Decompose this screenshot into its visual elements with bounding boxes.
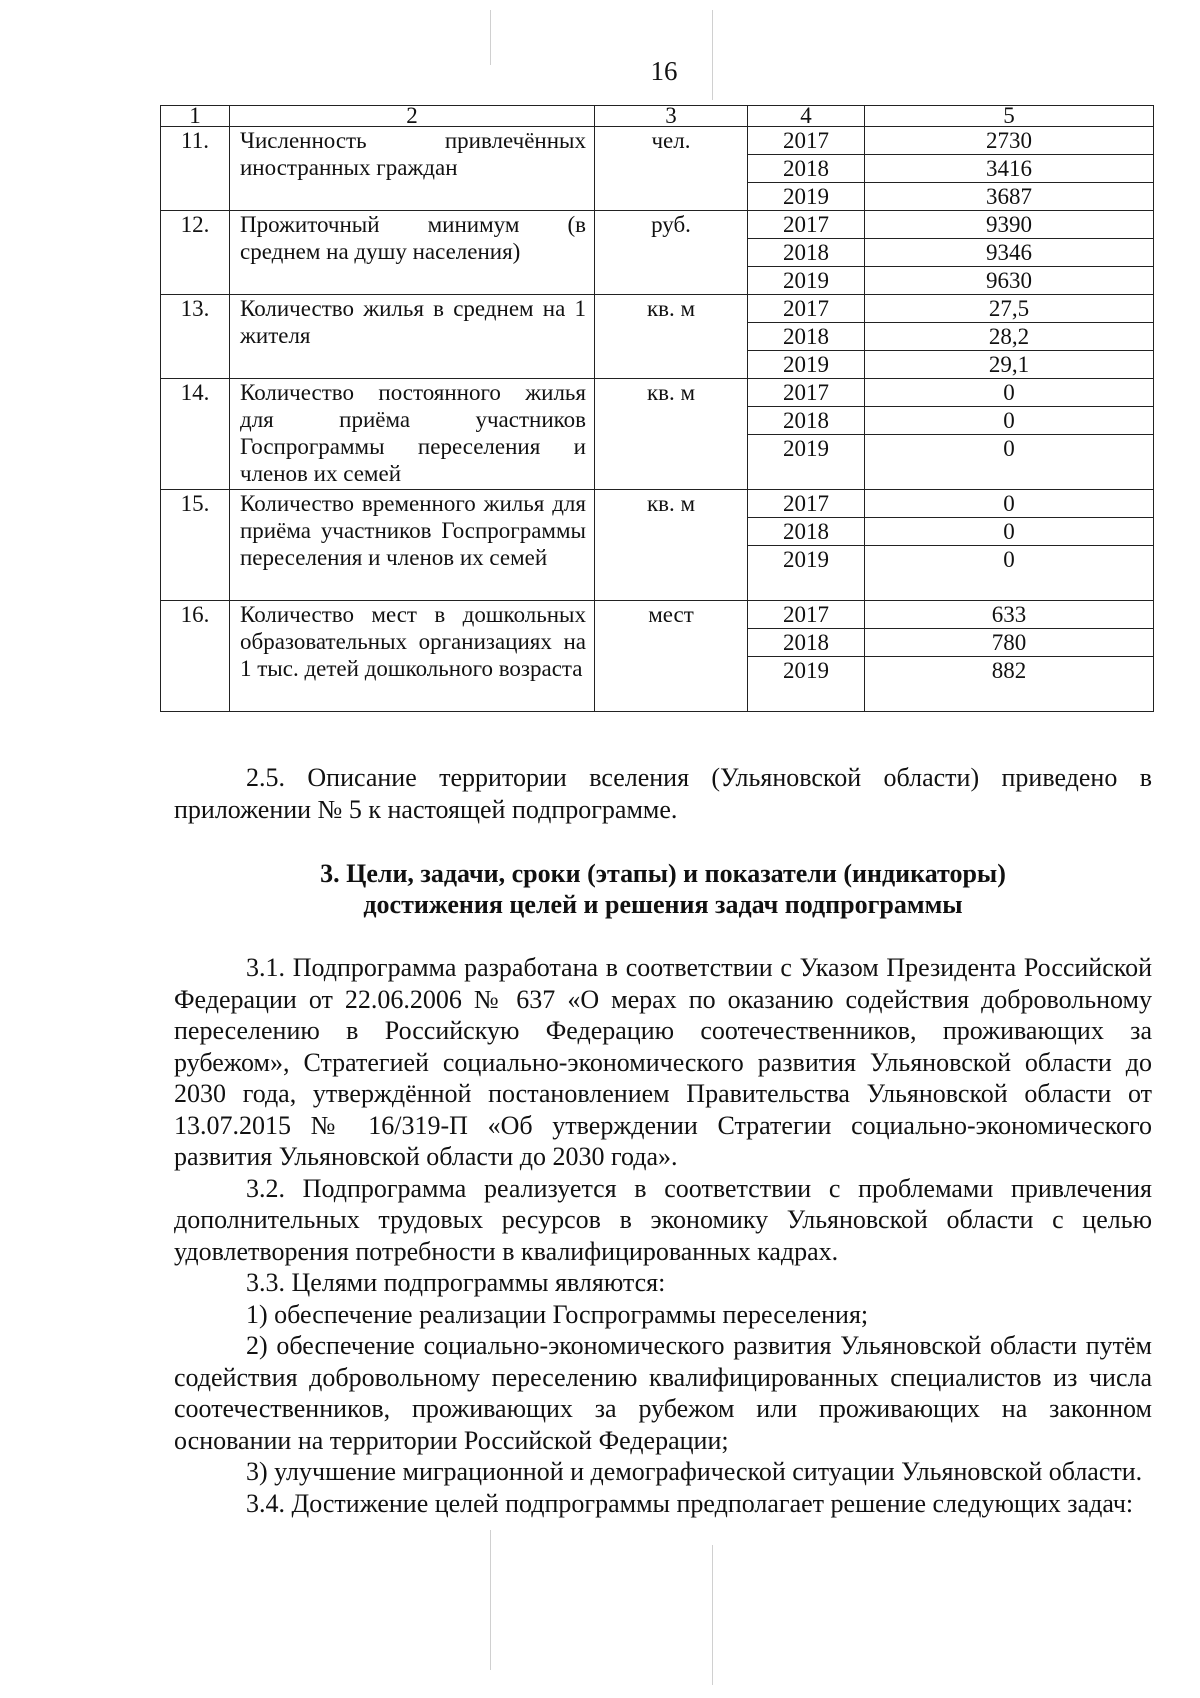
section-heading-line1: 3. Цели, задачи, сроки (этапы) и показатели (индикаторы)	[320, 859, 1006, 888]
year-cell: 2018	[748, 629, 865, 657]
value-cell: 9390	[865, 211, 1154, 239]
value-cell: 633	[865, 601, 1154, 629]
row-number: 12.	[161, 211, 230, 295]
table-row	[161, 490, 1154, 518]
scan-artifact-line	[712, 10, 713, 100]
unit: кв. м	[595, 490, 748, 601]
year-cell: 2019	[748, 657, 865, 712]
value-cell: 9346	[865, 239, 1154, 267]
value-cell: 0	[865, 407, 1154, 435]
indicator-name: Численность привлечённых иностранных граждан	[230, 127, 595, 211]
header-cell: 1	[161, 106, 230, 127]
year-cell: 2018	[748, 407, 865, 435]
table-row	[161, 127, 1154, 155]
year-cell: 2019	[748, 267, 865, 295]
value-cell: 3687	[865, 183, 1154, 211]
year-cell: 2019	[748, 351, 865, 379]
section-3-body	[174, 952, 1152, 1519]
value-cell: 0	[865, 379, 1154, 407]
paragraph-3-3: 3.3. Целями подпрограммы являются:	[246, 1268, 666, 1297]
row-number: 16.	[161, 601, 230, 712]
unit: чел.	[595, 127, 748, 211]
header-cell: 5	[865, 106, 1154, 127]
value-cell: 780	[865, 629, 1154, 657]
table-row	[161, 601, 1154, 629]
indicators-table	[160, 105, 1154, 712]
year-cell: 2017	[748, 601, 865, 629]
year-cell: 2018	[748, 239, 865, 267]
value-cell: 28,2	[865, 323, 1154, 351]
unit: кв. м	[595, 379, 748, 490]
year-cell: 2017	[748, 295, 865, 323]
indicator-name: Количество постоянного жилья для приёма участников Госпрограммы переселения и членов их семей	[230, 379, 595, 490]
row-number: 11.	[161, 127, 230, 211]
indicator-name: Прожиточный минимум (в среднем на душу населения)	[230, 211, 595, 295]
year-cell: 2019	[748, 435, 865, 490]
goal-item-2: 2) обеспечение социально-экономического развития Ульяновской области путём содействия добровольному переселению квалифицированных специалистов из числа соотечественников, проживающих за рубежом или проживающих на законном основании на территории Российской Федерации;	[174, 1331, 1152, 1455]
paragraph-2-5	[174, 762, 1152, 825]
year-cell: 2018	[748, 155, 865, 183]
year-cell: 2018	[748, 518, 865, 546]
row-number: 14.	[161, 379, 230, 490]
unit: руб.	[595, 211, 748, 295]
header-cell: 3	[595, 106, 748, 127]
scan-artifact-line	[490, 1530, 491, 1670]
table-header-row	[161, 106, 1154, 127]
year-cell: 2019	[748, 183, 865, 211]
value-cell: 0	[865, 490, 1154, 518]
year-cell: 2017	[748, 379, 865, 407]
value-cell: 0	[865, 518, 1154, 546]
indicator-name: Количество мест в дошкольных образовательных организациях на 1 тыс. детей дошкольного возраста	[230, 601, 595, 712]
value-cell: 9630	[865, 267, 1154, 295]
row-number: 13.	[161, 295, 230, 379]
value-cell: 27,5	[865, 295, 1154, 323]
header-cell: 2	[230, 106, 595, 127]
paragraph: 2.5. Описание территории вселения (Ульяновской области) приведено в приложении № 5 к настоящей подпрограмме.	[174, 763, 1152, 824]
indicator-name: Количество временного жилья для приёма участников Госпрограммы переселения и членов их семей	[230, 490, 595, 601]
value-cell: 882	[865, 657, 1154, 712]
table-row	[161, 211, 1154, 239]
value-cell: 29,1	[865, 351, 1154, 379]
scan-artifact-line	[712, 1545, 713, 1685]
value-cell: 0	[865, 546, 1154, 601]
page-number: 16	[650, 56, 678, 86]
year-cell: 2017	[748, 211, 865, 239]
year-cell: 2017	[748, 127, 865, 155]
goal-item-1: 1) обеспечение реализации Госпрограммы переселения;	[246, 1299, 869, 1329]
section-heading	[174, 858, 1152, 920]
scan-artifact-line	[490, 10, 491, 65]
paragraph-3-1: 3.1. Подпрограмма разработана в соответствии с Указом Президента Российской Федерации от 22.06.2006 № 637 «О мерах по оказанию содействия добровольному переселению в Российскую Федерацию соотечественников, проживающих за рубежом», Стратегией социально-экономического развития Ульяновской области до 2030 года, утверждённой постановлением Правительства Ульяновской области от 13.07.2015 № 16/319-П «Об утверждении Стратегии социально-экономического развития Ульяновской области до 2030 года».	[174, 953, 1152, 1171]
table-row	[161, 379, 1154, 407]
goal-item-3: 3) улучшение миграционной и демографической ситуации Ульяновской области.	[246, 1457, 1143, 1486]
year-cell: 2017	[748, 490, 865, 518]
unit: мест	[595, 601, 748, 712]
row-number: 15.	[161, 490, 230, 601]
value-cell: 3416	[865, 155, 1154, 183]
indicator-name: Количество жилья в среднем на 1 жителя	[230, 295, 595, 379]
section-heading-line2: достижения целей и решения задач подпрограммы	[363, 890, 963, 919]
value-cell: 0	[865, 435, 1154, 490]
year-cell: 2019	[748, 546, 865, 601]
paragraph-3-2: 3.2. Подпрограмма реализуется в соответствии с проблемами привлечения дополнительных трудовых ресурсов в экономику Ульяновской области с целью удовлетворения потребности в квалифицированных кадрах.	[174, 1173, 1152, 1266]
year-cell: 2018	[748, 323, 865, 351]
paragraph-3-4: 3.4. Достижение целей подпрограммы предполагает решение следующих задач:	[246, 1488, 1134, 1518]
table-row	[161, 295, 1154, 323]
unit: кв. м	[595, 295, 748, 379]
header-cell: 4	[748, 106, 865, 127]
value-cell: 2730	[865, 127, 1154, 155]
